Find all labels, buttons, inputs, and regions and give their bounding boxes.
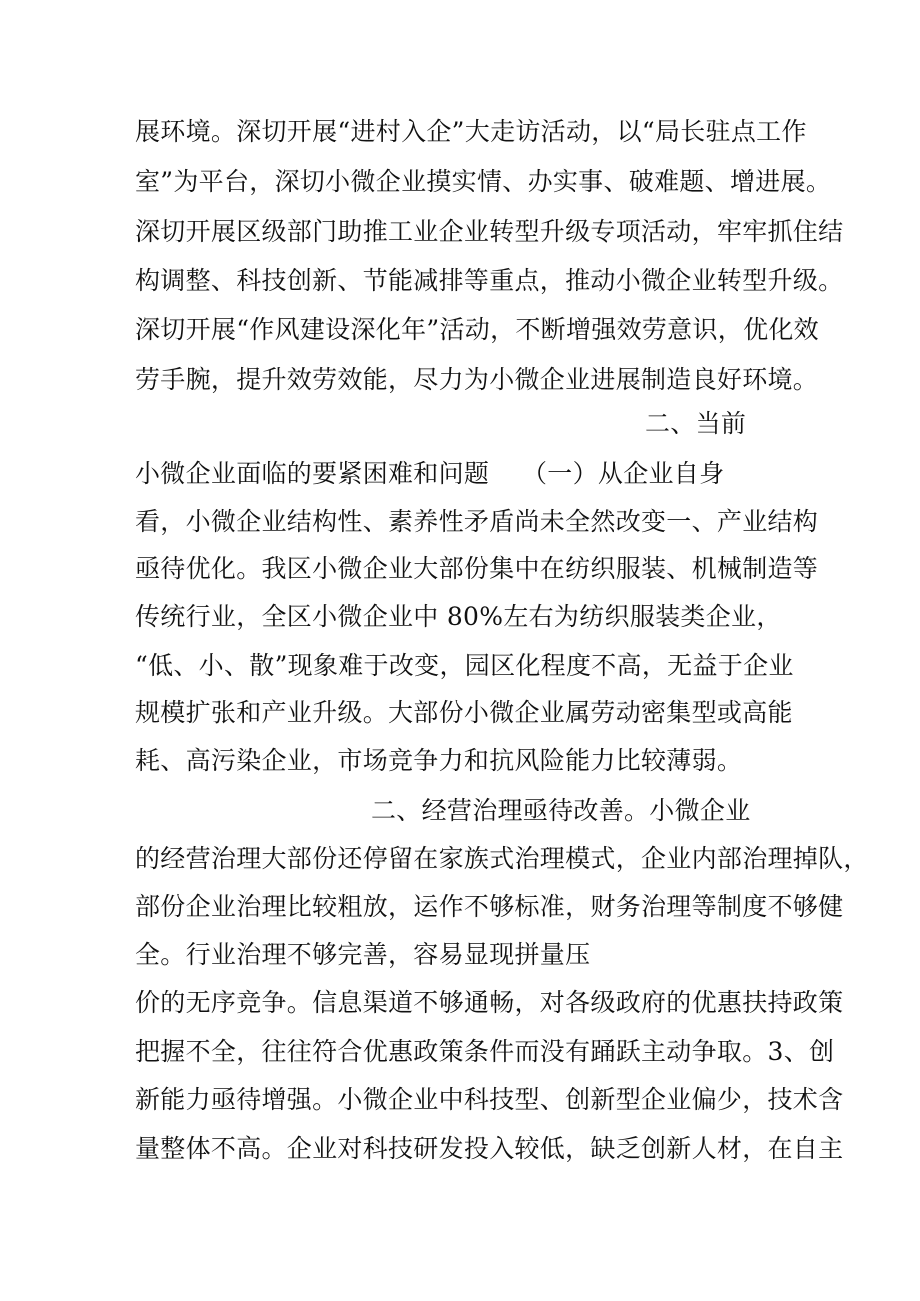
subsection-heading-1: （一）从企业自身 xyxy=(522,459,725,488)
text-line-22: 新能力亟待增强。小微企业中科技型、创新型企业偏少，技术含 xyxy=(135,1085,844,1114)
text-line-11: 亟待优化。我区小微企业大部份集中在纺织服装、机械制造等 xyxy=(135,554,819,583)
text-line-2: 室”为平台，深切小微企业摸实情、办实事、破难题、增进展。 xyxy=(135,167,832,196)
text-line-12: 传统行业，全区小微企业中 80%左右为纺织服装类企业， xyxy=(135,602,782,631)
text-line-3: 深切开展区级部门助推工业企业转型升级专项活动，牢牢抓住结 xyxy=(135,217,844,246)
text-line-4: 构调整、科技创新、节能减排等重点，推动小微企业转型升级。 xyxy=(135,266,844,295)
text-line-10: 看，小微企业结构性、素养性矛盾尚未全然改变一、产业结构 xyxy=(135,507,819,536)
text-line-5: 深切开展“作风建设深化年”活动，不断增强效劳意识，优化效 xyxy=(135,315,819,344)
text-line-23: 量整体不高。企业对科技研发投入较低，缺乏创新人材，在自主 xyxy=(135,1134,844,1163)
section-heading-current: 二、当前 xyxy=(645,409,747,438)
text-line-17: 的经营治理大部份还停留在家族式治理模式，企业内部治理掉队， xyxy=(135,844,869,873)
text-line-18: 部份企业治理比较粗放，运作不够标准，财务治理等制度不够健 xyxy=(135,892,844,921)
text-line-13: “低、小、散”现象难于改变，园区化程度不高，无益于企业 xyxy=(135,651,794,680)
section-heading-management: 二、经营治理亟待改善。小微企业 xyxy=(371,796,751,825)
text-line-8: 小微企业面临的要紧困难和问题 xyxy=(135,459,490,488)
text-line-19: 全。行业治理不够完善，容易显现拼量压 xyxy=(135,940,591,969)
text-line-6: 劳手腕，提升效劳效能，尽力为小微企业进展制造良好环境。 xyxy=(135,365,819,394)
text-line-1: 展环境。深切开展“进村入企”大走访活动，以“局长驻点工作 xyxy=(135,117,807,146)
text-line-20: 价的无序竞争。信息渠道不够通畅，对各级政府的优惠扶持政策 xyxy=(135,988,844,1017)
text-line-14: 规模扩张和产业升级。大部份小微企业属劳动密集型或高能 xyxy=(135,698,793,727)
text-line-21: 把握不全，往往符合优惠政策条件而没有踊跃主动争取。3、创 xyxy=(135,1037,835,1066)
text-line-15: 耗、高污染企业，市场竞争力和抗风险能力比较薄弱。 xyxy=(135,746,743,775)
